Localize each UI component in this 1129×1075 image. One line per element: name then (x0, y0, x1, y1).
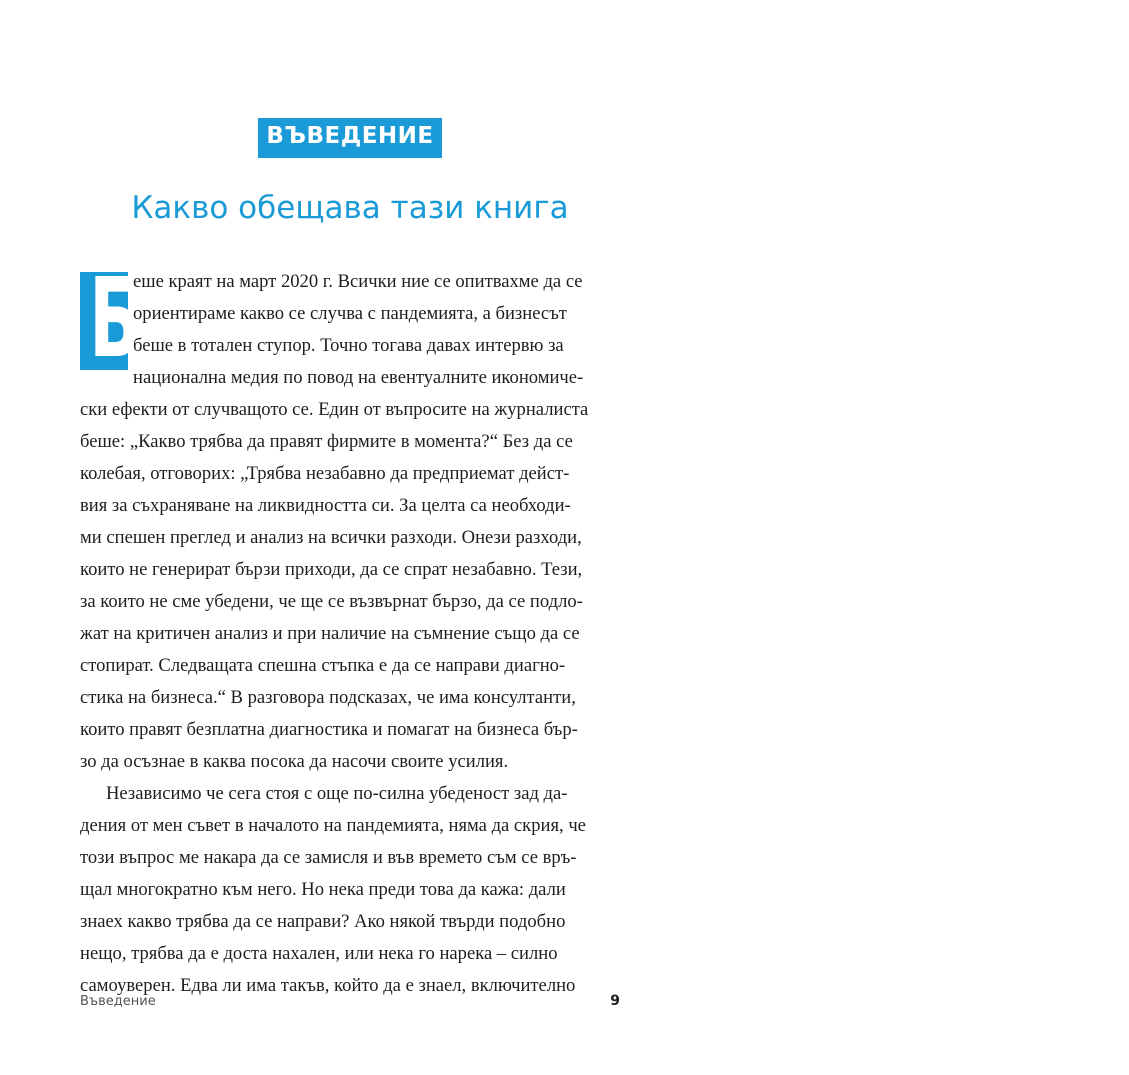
text-line: нещо, трябва да е доста нахален, или нека го нарека – силно (80, 943, 558, 964)
text-line: за които не сме убедени, че ще се възвърнат бързо, да се подло- (80, 591, 583, 612)
chapter-label-wrapper (0, 118, 700, 158)
text-line: знаех какво трябва да се направи? Ако някой твърди подобно (80, 911, 566, 932)
text-line: които правят безплатна диагностика и помагат на бизнеса бър- (80, 719, 578, 740)
chapter-label: ВЪВЕДЕНИЕ (258, 118, 441, 158)
text-line: ми спешен преглед и анализ на всички разходи. Онези разходи, (80, 527, 582, 548)
text-line: беше: „Какво трябва да правят фирмите в момента?“ Без да се (80, 431, 573, 452)
text-line: зо да осъзнае в каква посока да насочи своите усилия. (80, 751, 509, 772)
text-line: вия за съхраняване на ликвидността си. За целта са необходи- (80, 495, 571, 516)
text-line: щал многократно към него. Но нека преди това да кажа: дали (80, 879, 566, 900)
text-line: Независимо че сега стоя с още по-силна убеденост зад да- (106, 783, 568, 804)
text-line: които не генерират бързи приходи, да се спрат незабавно. Тези, (80, 559, 583, 580)
footer-section-name: Въведение (80, 994, 156, 1009)
text-line: дения от мен съвет в началото на пандемията, няма да скрия, че (80, 815, 586, 836)
drop-cap-letter: Б (89, 254, 142, 382)
text-line: ски ефекти от случващото се. Един от въпросите на журналиста (80, 399, 589, 420)
text-line: жат на критичен анализ и при наличие на съмнение също да се (80, 623, 580, 644)
text-line: стопират. Следващата спешна стъпка е да се направи диагно- (80, 655, 566, 676)
text-line: самоуверен. Едва ли има такъв, който да е знаел, включително (80, 975, 576, 996)
page-number: 9 (610, 993, 620, 1009)
text-line: стика на бизнеса.“ В разговора подсказах, че има консултанти, (80, 687, 576, 708)
chapter-title: Какво обещава тази книга (131, 190, 569, 226)
text-line: този въпрос ме накара да се замисля и във времето съм се връ- (80, 847, 577, 868)
text-line: еше краят на март 2020 г. Всички ние се опитвахме да се (133, 271, 583, 292)
text-line: беше в тотален ступор. Точно тогава давах интервю за (133, 335, 564, 356)
text-line: национална медия по повод на евентуалните икономиче- (133, 367, 584, 388)
text-line: колебая, отговорих: „Трябва незабавно да предприемат дейст- (80, 463, 570, 484)
text-line: ориентираме какво се случва с пандемията, а бизнесът (133, 303, 567, 324)
drop-cap (80, 254, 142, 382)
